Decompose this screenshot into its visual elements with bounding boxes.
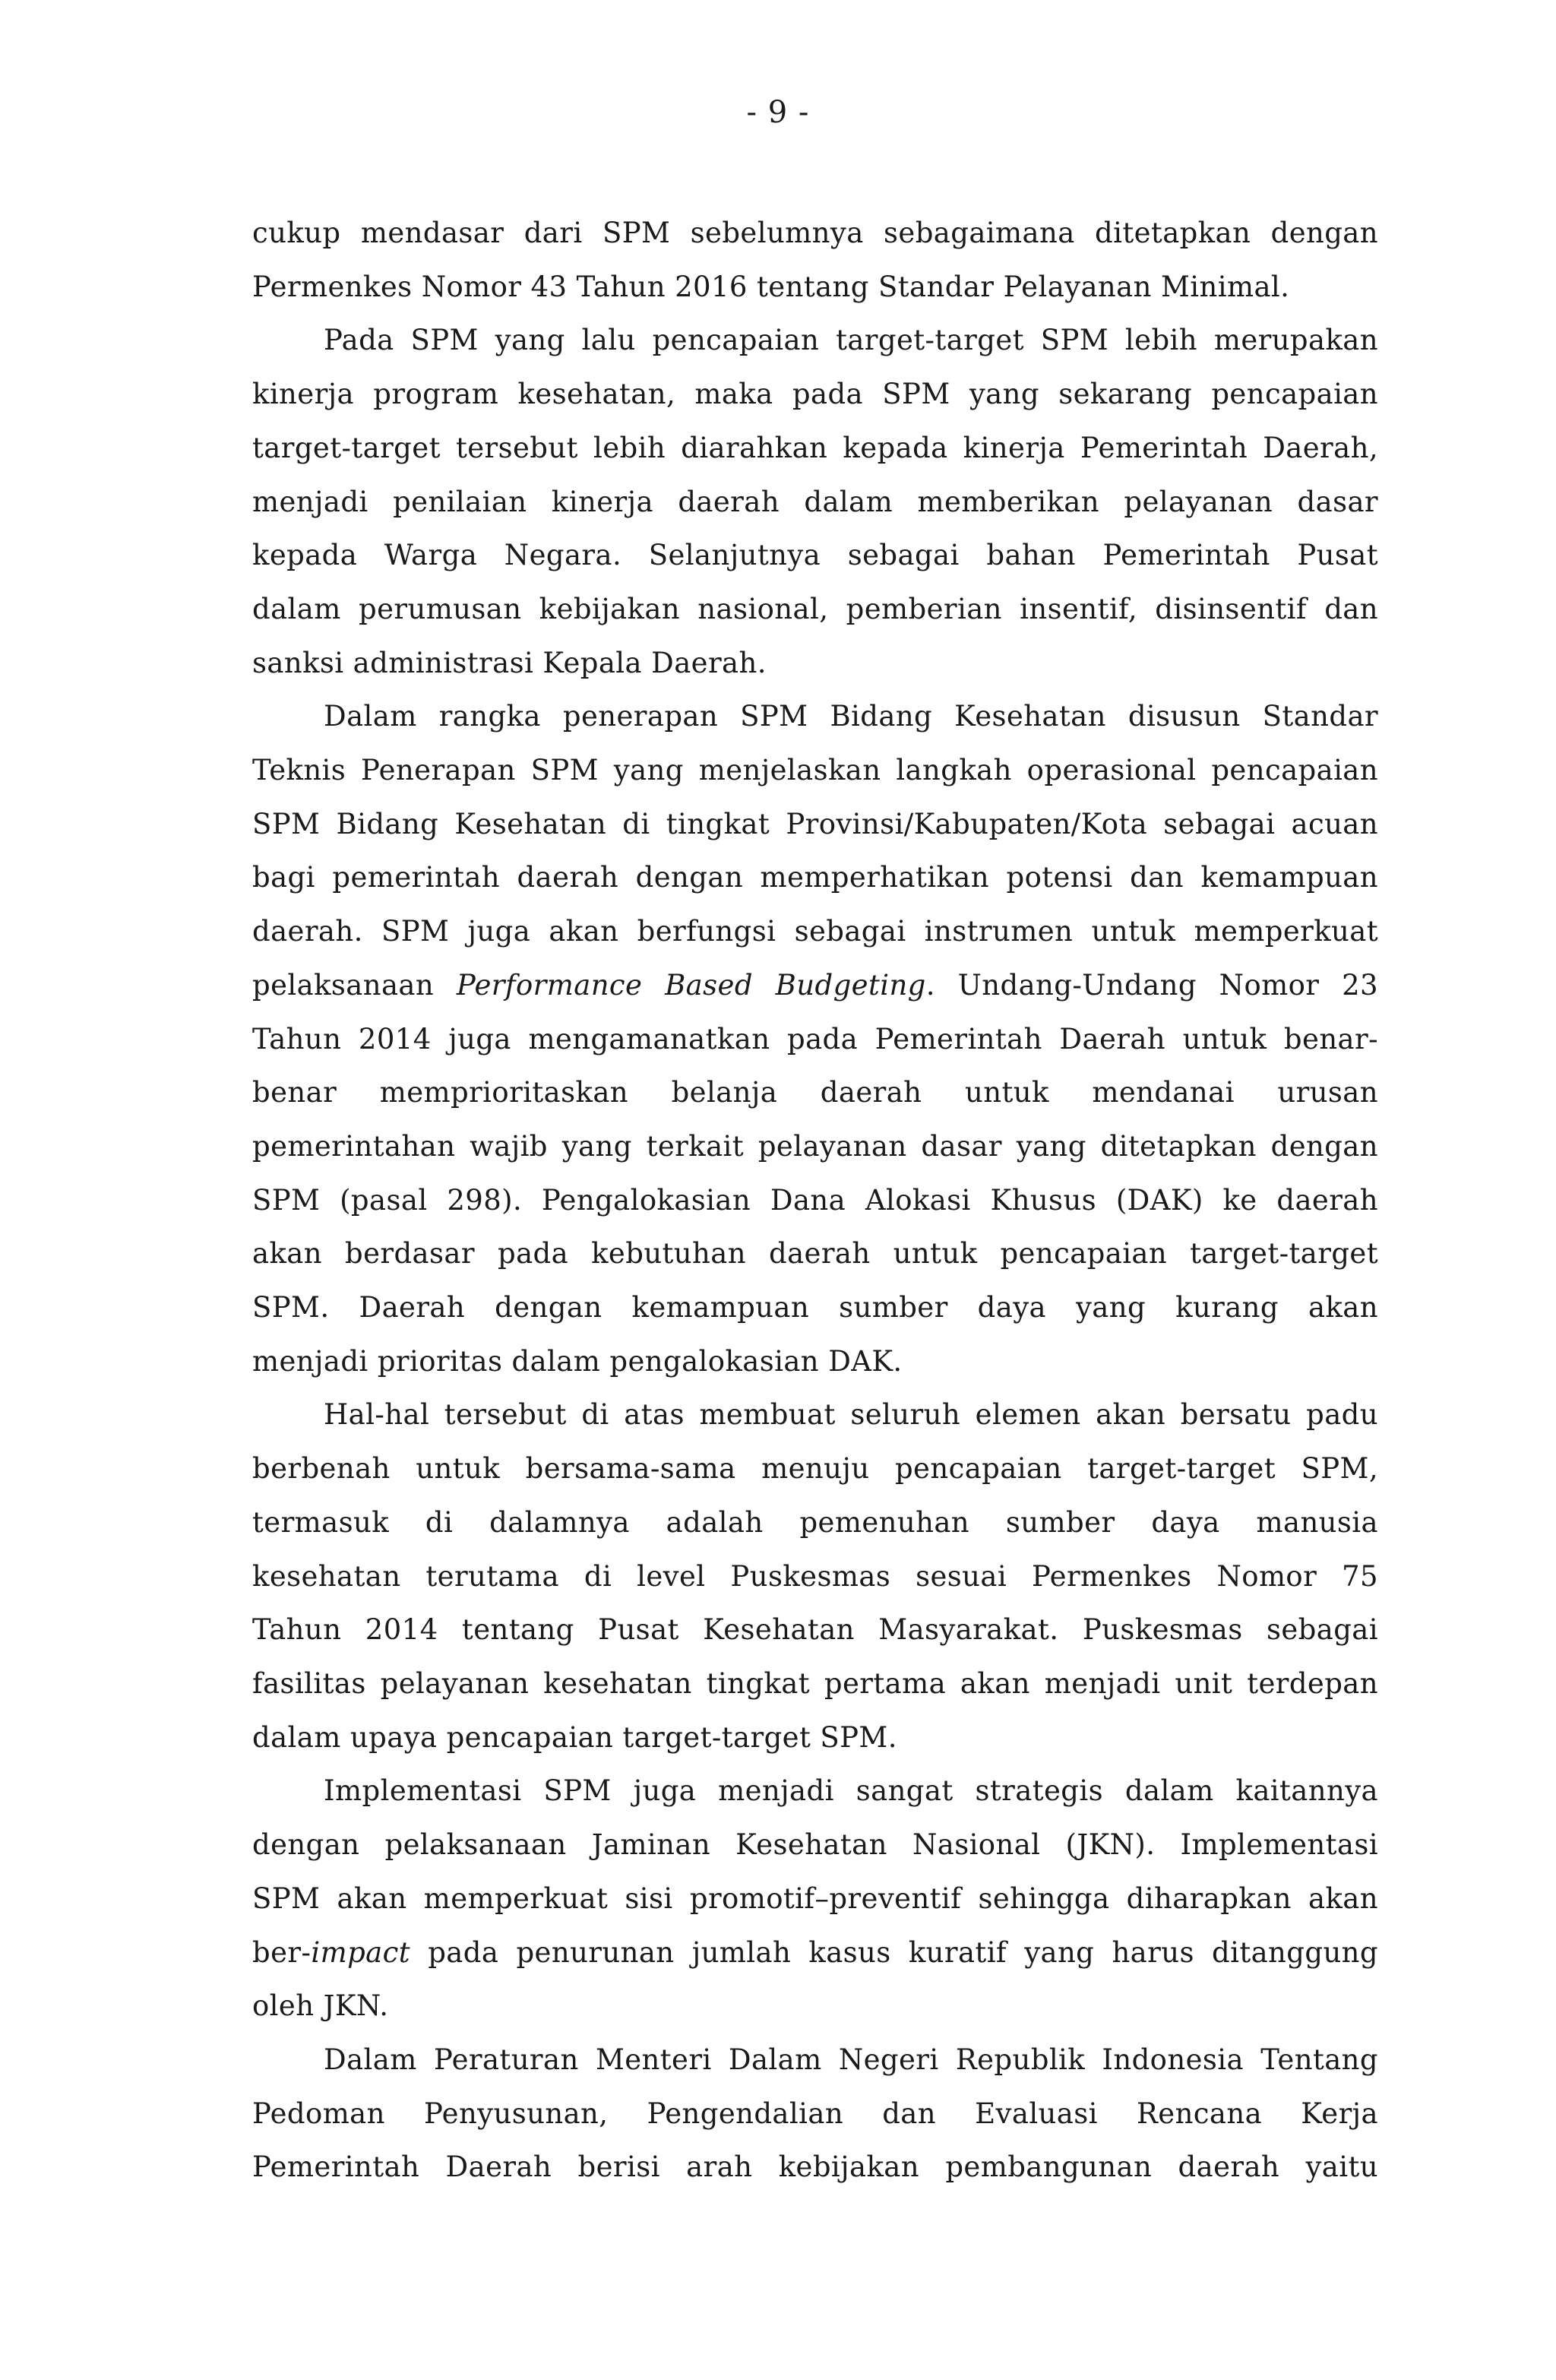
text-line: SPM Bidang Kesehatan di tingkat Provinsi/Kabupaten/Kota sebagai acuan bbox=[252, 807, 1378, 840]
text-line: Teknis Penerapan SPM yang menjelaskan langkah operasional pencapaian bbox=[252, 754, 1378, 787]
text-line: Hal-hal tersebut di atas membuat seluruh elemen akan bersatu padu bbox=[324, 1398, 1378, 1432]
text-line: Pada SPM yang lalu pencapaian target-target SPM lebih merupakan bbox=[324, 324, 1378, 357]
text-line: Pedoman Penyusunan, Pengendalian dan Evaluasi Rencana Kerja bbox=[252, 2097, 1378, 2130]
text-line: SPM. Daerah dengan kemampuan sumber daya yang kurang akan bbox=[252, 1291, 1378, 1325]
text-line: Pemerintah Daerah berisi arah kebijakan pembangunan daerah yaitu bbox=[252, 2151, 1378, 2184]
text-segment: . Undang-Undang Nomor 23 bbox=[925, 968, 1378, 1002]
text-line: kinerja program kesehatan, maka pada SPM yang sekarang pencapaian bbox=[252, 378, 1378, 411]
text-line: menjadi prioritas dalam pengalokasian DAK. bbox=[252, 1344, 903, 1378]
text-line: termasuk di dalamnya adalah pemenuhan sumber daya manusia bbox=[252, 1505, 1378, 1539]
text-line: Tahun 2014 juga mengamanatkan pada Pemerintah Daerah untuk benar- bbox=[252, 1022, 1378, 1055]
text-segment: pelaksanaan bbox=[252, 968, 457, 1002]
text-line: kepada Warga Negara. Selanjutnya sebagai bahan Pemerintah Pusat bbox=[252, 539, 1378, 572]
italic-term: Performance Based Budgeting bbox=[456, 968, 926, 1002]
text-line: Permenkes Nomor 43 Tahun 2016 tentang Standar Pelayanan Minimal. bbox=[252, 270, 1290, 303]
text-line: SPM akan memperkuat sisi promotif–preventif sehingga diharapkan akan bbox=[252, 1882, 1378, 1915]
text-line: pemerintahan wajib yang terkait pelayanan dasar yang ditetapkan dengan bbox=[252, 1129, 1378, 1163]
text-line: sanksi administrasi Kepala Daerah. bbox=[252, 646, 767, 679]
paragraph-standar-teknis bbox=[252, 690, 1378, 1388]
text-line: fasilitas pelayanan kesehatan tingkat pertama akan menjadi unit terdepan bbox=[252, 1666, 1378, 1700]
text-line: Dalam Peraturan Menteri Dalam Negeri Republik Indonesia Tentang bbox=[324, 2043, 1378, 2076]
text-line-with-italic bbox=[252, 1926, 1378, 1980]
paragraph-spm-target bbox=[252, 314, 1378, 690]
text-line: dalam upaya pencapaian target-target SPM. bbox=[252, 1720, 897, 1754]
text-segment: pada penurunan jumlah kasus kuratif yang harus ditanggung bbox=[410, 1935, 1378, 1969]
text-line: SPM (pasal 298). Pengalokasian Dana Alokasi Khusus (DAK) ke daerah bbox=[252, 1183, 1378, 1217]
paragraph-permendagri bbox=[252, 2033, 1378, 2195]
text-line: berbenah untuk bersama-sama menuju pencapaian target-target SPM, bbox=[252, 1452, 1378, 1486]
text-line: dengan pelaksanaan Jaminan Kesehatan Nasional (JKN). Implementasi bbox=[252, 1828, 1378, 1862]
paragraph-jkn bbox=[252, 1764, 1378, 2033]
text-line: Dalam rangka penerapan SPM Bidang Kesehatan disusun Standar bbox=[324, 700, 1378, 733]
text-line: akan berdasar pada kebutuhan daerah untuk pencapaian target-target bbox=[252, 1237, 1378, 1271]
text-line: cukup mendasar dari SPM sebelumnya sebagaimana ditetapkan dengan bbox=[252, 217, 1378, 249]
text-line: bagi pemerintah daerah dengan memperhatikan potensi dan kemampuan bbox=[252, 861, 1378, 894]
text-line: menjadi penilaian kinerja daerah dalam memberikan pelayanan dasar bbox=[252, 485, 1378, 518]
italic-term: impact bbox=[311, 1935, 411, 1969]
text-line-with-italic bbox=[252, 959, 1378, 1013]
body-text bbox=[252, 207, 1378, 2195]
paragraph-puskesmas bbox=[252, 1388, 1378, 1764]
text-line: dalam perumusan kebijakan nasional, pemberian insentif, disinsentif dan bbox=[252, 592, 1378, 625]
text-line: daerah. SPM juga akan berfungsi sebagai instrumen untuk memperkuat bbox=[252, 915, 1378, 948]
text-line: Implementasi SPM juga menjadi sangat strategis dalam kaitannya bbox=[324, 1774, 1378, 1808]
page-number: - 9 - bbox=[746, 95, 810, 130]
text-line: oleh JKN. bbox=[252, 1989, 389, 2023]
text-line: Tahun 2014 tentang Pusat Kesehatan Masyarakat. Puskesmas sebagai bbox=[252, 1613, 1378, 1647]
text-line: benar memprioritaskan belanja daerah untuk mendanai urusan bbox=[252, 1076, 1378, 1109]
text-line: target-target tersebut lebih diarahkan kepada kinerja Pemerintah Daerah, bbox=[252, 431, 1378, 464]
text-line: kesehatan terutama di level Puskesmas sesuai Permenkes Nomor 75 bbox=[252, 1559, 1378, 1593]
text-segment: ber- bbox=[252, 1935, 312, 1969]
paragraph-continuation bbox=[252, 207, 1378, 314]
